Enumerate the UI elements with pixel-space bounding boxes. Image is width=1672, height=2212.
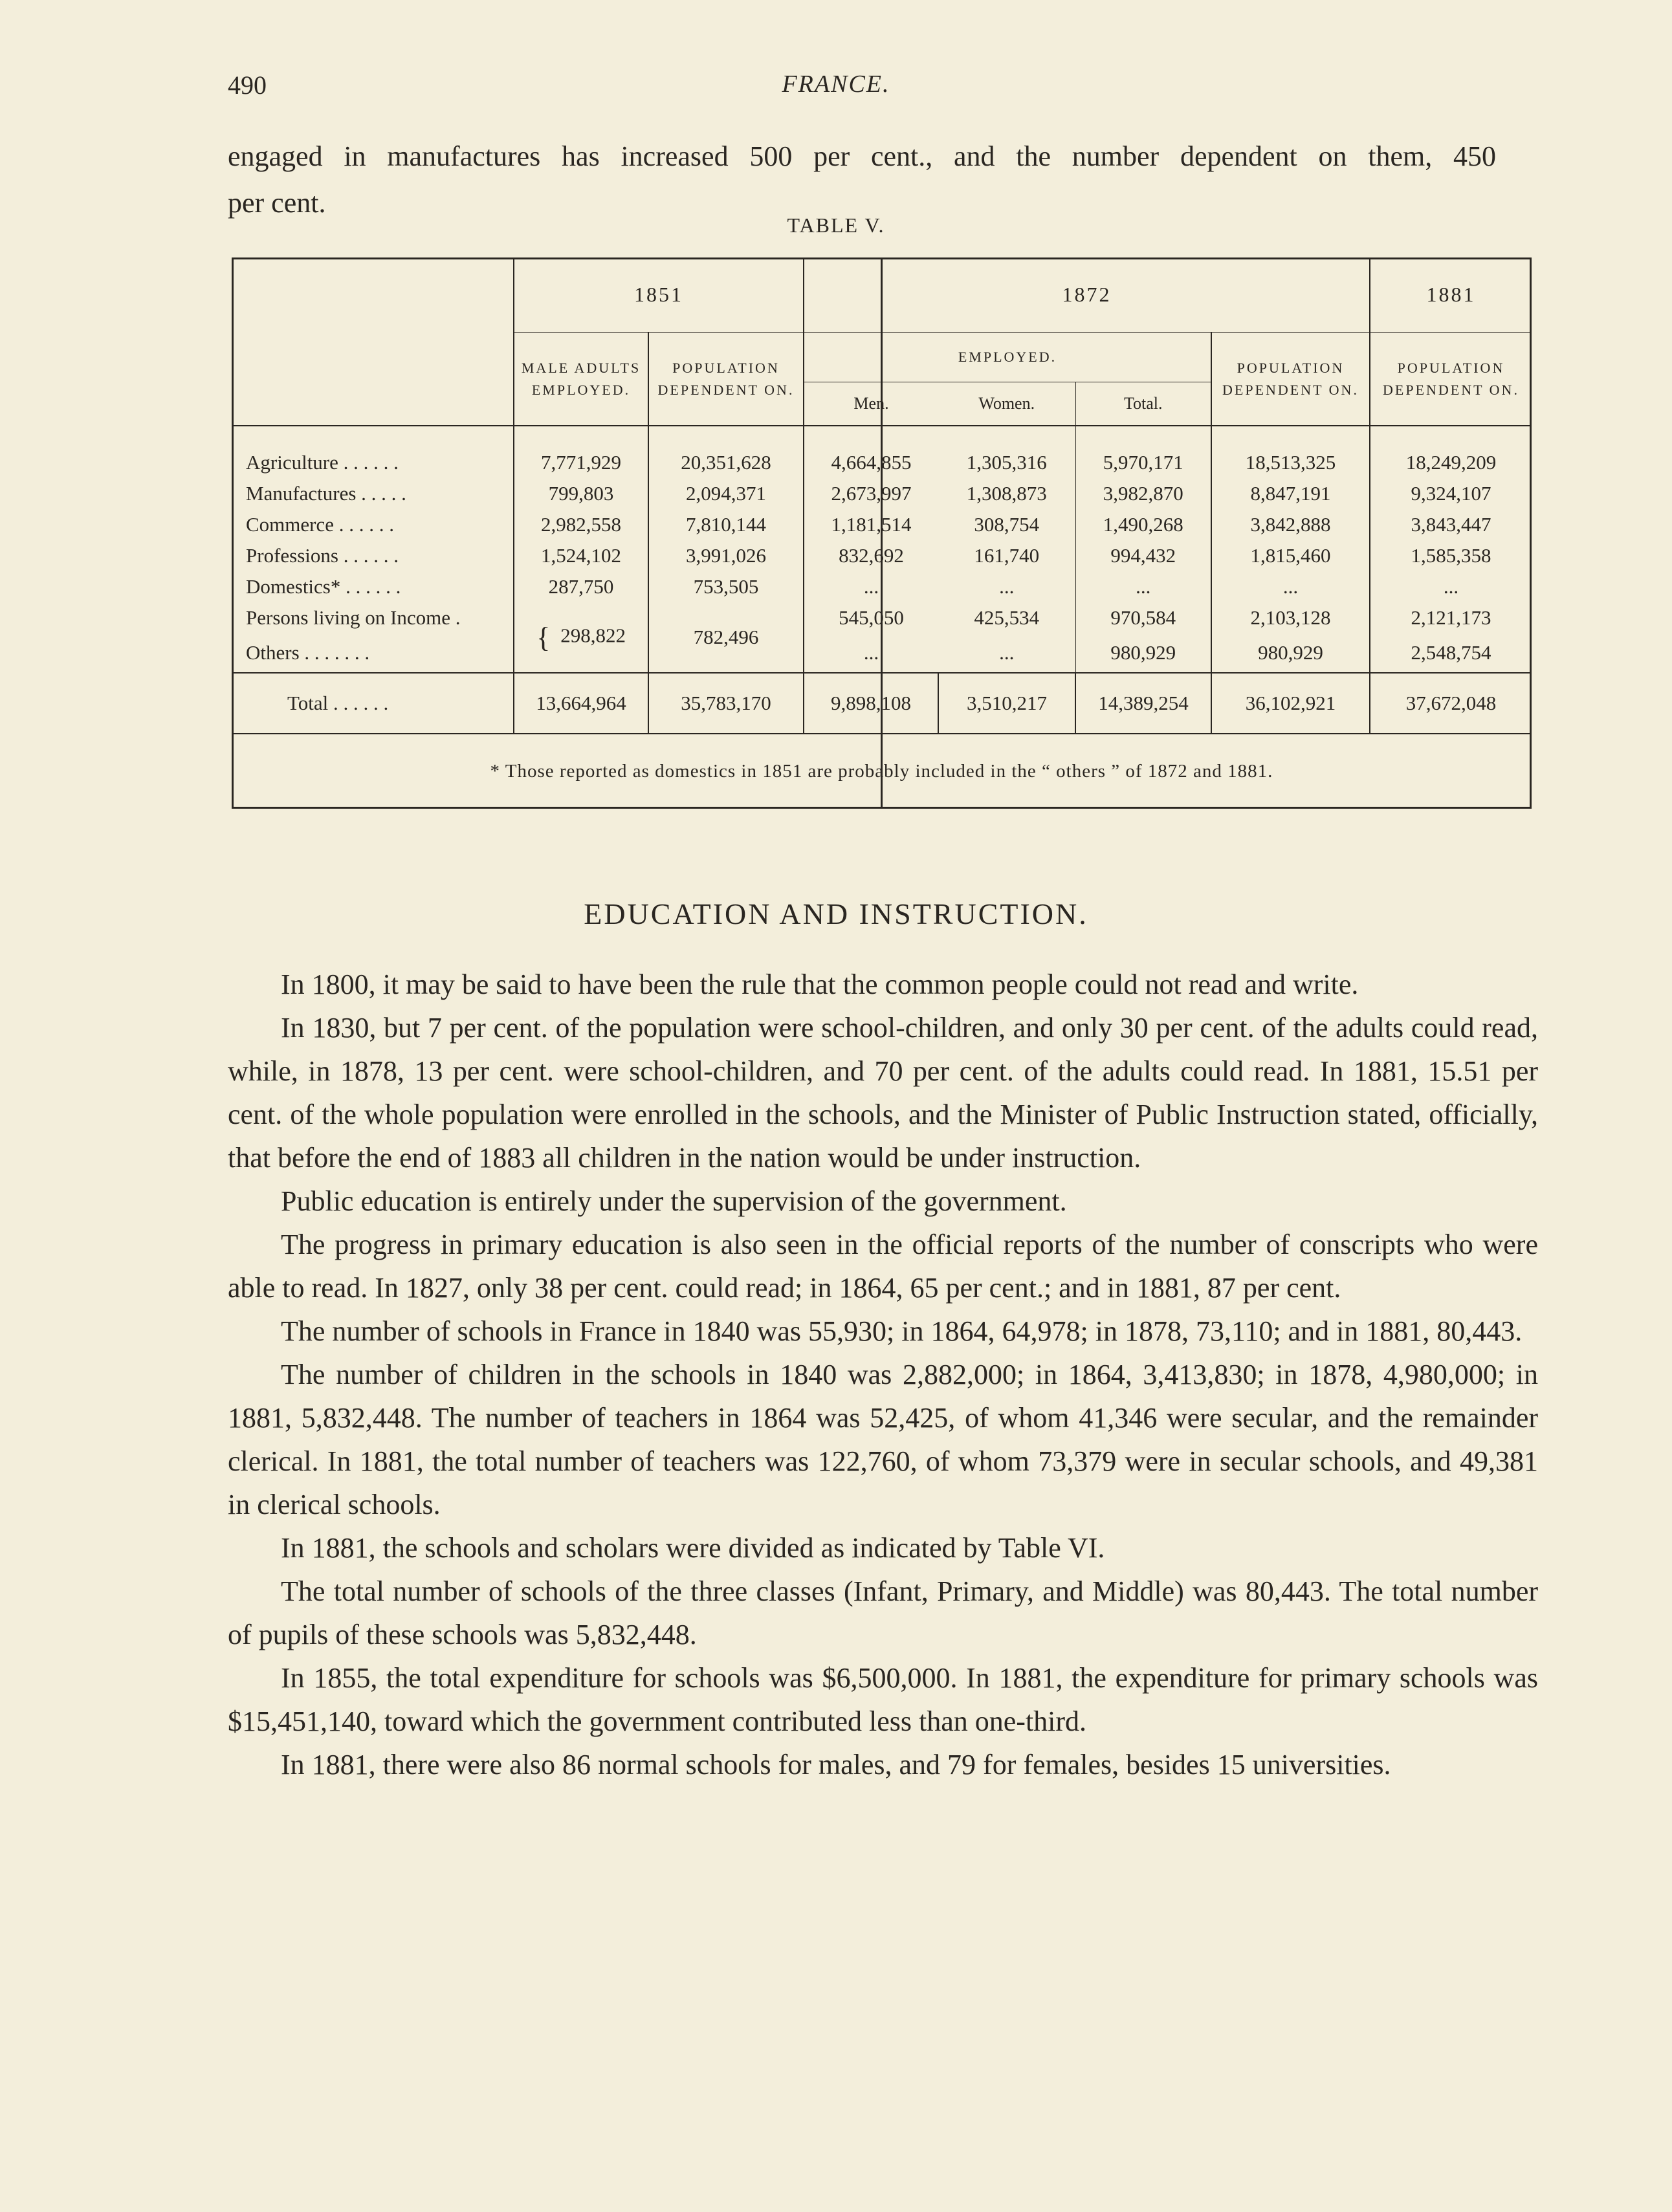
row-label: Domestics* . . . . . . [246,575,401,598]
paragraph: The total number of schools of the three classes (Infant, Primary, and Middle) was 80,443. The total number of pupils of these schools was 5,832,448. [228,1575,1538,1650]
lead-line-2: per cent. [228,187,326,219]
cell: 2,094,371 [648,478,804,509]
paragraph: The number of schools in France in 1840 was 55,930; in 1864, 64,978; in 1878, 73,110; and in 1881, 80,443. [281,1315,1523,1347]
cell: 3,991,026 [648,540,804,571]
combined-cell: 782,496 [648,602,804,673]
row-label: Commerce . . . . . . [246,513,395,536]
cell: 970,584 [1075,602,1211,633]
cell: 1,585,358 [1370,540,1532,571]
cell: ... [1075,571,1211,602]
cell: 298,822 [560,624,626,647]
table-row [232,509,1532,540]
cell: ... [804,571,938,602]
cell: 20,351,628 [648,426,804,478]
total-header: Total. [1075,382,1211,426]
row-label: Others . . . . . . . [246,641,370,664]
cell: ... [999,575,1015,598]
lead-line-1: engaged in manufactures has increased 500 per cent., and the number dependent on them, 450 [228,140,1496,172]
cell: 2,121,173 [1370,602,1532,633]
cell: 753,505 [648,571,804,602]
cell: 832,692 [804,540,938,571]
corner-cell [232,257,514,426]
running-title: FRANCE. [782,71,890,98]
footnote-row [232,734,1532,808]
paragraph: In 1881, the schools and scholars were divided as indicated by Table VI. [281,1532,1105,1564]
occupation-table [232,257,1532,808]
cell: 13,664,964 [514,673,648,734]
row-label: Professions . . . . . . [246,544,399,567]
cell: 1,181,514 [804,509,938,540]
cell: 4,664,855 [804,426,938,478]
total-row [232,673,1532,734]
table-row [232,571,1532,602]
education-text [228,963,1538,1786]
women-header: Women. [938,382,1075,426]
cell: 3,982,870 [1075,478,1211,509]
cell: 2,673,997 [804,478,938,509]
paragraph: In 1881, there were also 86 normal schools for males, and 79 for females, besides 15 universities. [281,1749,1391,1780]
table-row [232,478,1532,509]
year-1881-header: 1881 [1370,257,1532,333]
cell: 980,929 [1075,633,1211,673]
cell: ... [999,641,1015,664]
cell: 1,308,873 [966,482,1047,505]
male-adults-employed-header: MALE ADULTS EMPLOYED. [514,333,648,426]
cell: 14,389,254 [1075,673,1211,734]
row-label: Manufactures . . . . . [246,482,406,505]
cell: 425,534 [974,606,1040,629]
cell: 8,847,191 [1211,478,1370,509]
table-footnote: * Those reported as domestics in 1851 are probably included in the “ others ” of 1872 and 1881. [490,760,1273,782]
row-label: Agriculture . . . . . . [246,451,399,474]
running-head [228,70,1444,109]
year-1851-header: 1851 [514,257,804,333]
cell: 980,929 [1211,633,1370,673]
row-label: Persons living on Income . [246,606,461,629]
cell: 161,740 [974,544,1040,567]
cell: 2,548,754 [1370,633,1532,673]
cell: 2,982,558 [514,509,648,540]
cell: 5,970,171 [1075,426,1211,478]
cell: 799,803 [514,478,648,509]
cell: 1,490,268 [1075,509,1211,540]
combined-cell [514,602,648,673]
paragraph: The progress in primary education is also seen in the official reports of the number of conscripts who were able to read. In 1827, only 38 per cent. could read; in 1864, 65 per cent.; and in 1881, 87 per cent. [228,1229,1538,1304]
population-dependent-1881-header: POPULATION DEPENDENT ON. [1370,333,1532,426]
cell: 1,524,102 [514,540,648,571]
paragraph: Public education is entirely under the supervision of the government. [281,1185,1067,1217]
section-title: EDUCATION AND INSTRUCTION. [584,897,1088,930]
cell: ... [1211,571,1370,602]
population-dependent-1872-header: POPULATION DEPENDENT ON. [1211,333,1370,426]
year-1872-header: 1872 [804,257,1370,333]
cell: 3,842,888 [1211,509,1370,540]
cell: 3,510,217 [938,673,1075,734]
paragraph: In 1800, it may be said to have been the rule that the common people could not read and write. [281,969,1359,1000]
paragraph: In 1830, but 7 per cent. of the population were school-children, and only 30 per cent. of the adults could read, while, in 1878, 13 per cent. were school-children, and 70 per cent. of the adults could read. In 1881, 15.51 per cent. of the whole population were enrolled in the schools, and the Minister of Public Instruction stated, officially, that before the end of 1883 all children in the nation would be under instruction. [228,1012,1538,1174]
cell: 3,843,447 [1370,509,1532,540]
cell: ... [804,633,938,673]
cell: 308,754 [974,513,1040,536]
cell: 37,672,048 [1370,673,1532,734]
cell: 7,810,144 [648,509,804,540]
paragraph: In 1855, the total expenditure for schools was $6,500,000. In 1881, the expenditure for primary schools was $15,451,140, toward which the government contributed less than one-third. [228,1662,1538,1737]
cell: 9,898,108 [804,673,938,734]
cell: 18,249,209 [1370,426,1532,478]
cell: 545,050 [804,602,938,633]
cell: 2,103,128 [1211,602,1370,633]
table-row [232,426,1532,478]
page-number: 490 [228,71,267,100]
cell: 35,783,170 [648,673,804,734]
cell: ... [1370,571,1532,602]
table-row [232,540,1532,571]
men-header: Men. [804,382,938,426]
cell: 994,432 [1075,540,1211,571]
brace-icon: { [536,621,551,653]
cell: 18,513,325 [1211,426,1370,478]
table-row [232,602,1532,633]
employed-header: EMPLOYED. [804,333,1211,382]
paragraph: The number of children in the schools in 1840 was 2,882,000; in 1864, 3,413,830; in 1878, 4,980,000; in 1881, 5,832,448. The number of teachers in 1864 was 52,425, of whom 41,346 were secular, and the remainder clerical. In 1881, the total number of teachers was 122,760, of whom 73,379 were in secular schools, and 49,381 in clerical schools. [228,1359,1538,1520]
cell: 287,750 [514,571,648,602]
cell: 7,771,929 [514,426,648,478]
cell: 9,324,107 [1370,478,1532,509]
cell: 36,102,921 [1211,673,1370,734]
table-caption: TABLE V. [787,214,885,237]
population-dependent-1851-header: POPULATION DEPENDENT ON. [648,333,804,426]
cell: 1,305,316 [966,451,1047,474]
cell: 1,815,460 [1211,540,1370,571]
row-label: Total . . . . . . [232,673,514,734]
table-row [232,633,1532,673]
